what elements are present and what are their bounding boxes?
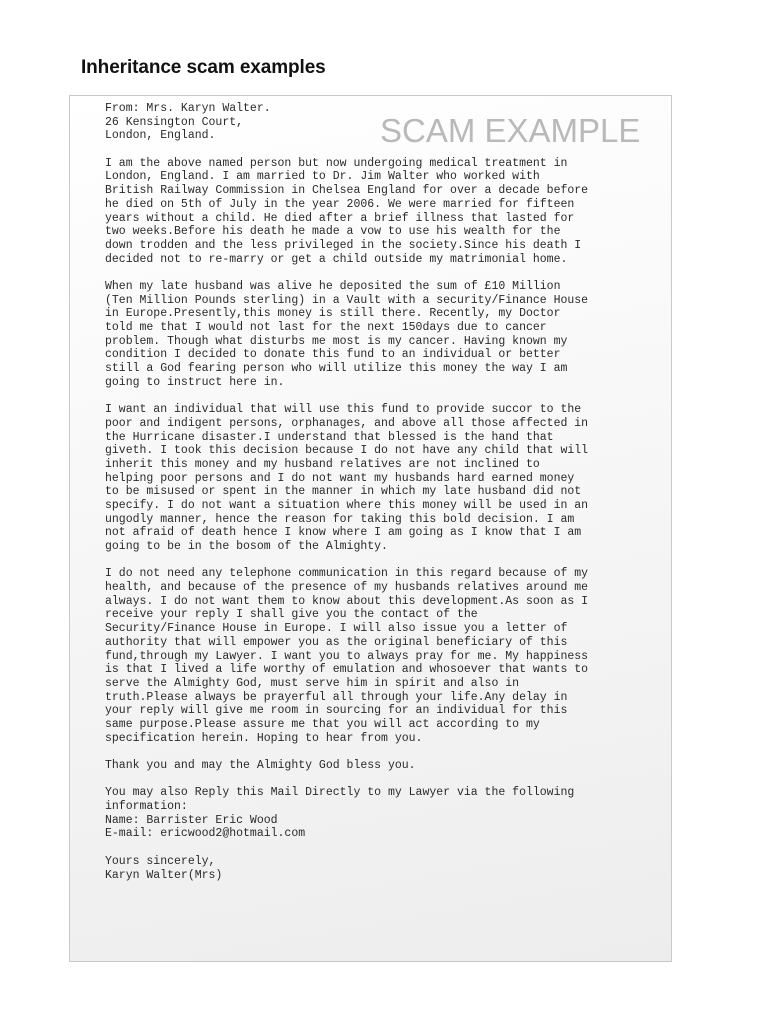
- letter-line: the Hurricane disaster.I understand that blessed is the hand that: [105, 430, 554, 444]
- letter-line: I am the above named person but now undergoing medical treatment in: [105, 156, 568, 170]
- letter-line: going to instruct here in.: [105, 375, 285, 389]
- letter-paragraph-6: [105, 786, 665, 841]
- letter-paragraph-5: [105, 759, 665, 773]
- letter-line: truth.Please always be prayerful all through your life.Any delay in: [105, 690, 568, 704]
- letter-line: authority that will empower you as the original beneficiary of this: [105, 635, 568, 649]
- letter-body: [105, 102, 665, 896]
- letter-line: 26 Kensington Court,: [105, 115, 244, 129]
- letter-line: From: Mrs. Karyn Walter.: [105, 102, 271, 115]
- letter-line: Yours sincerely,: [105, 854, 216, 868]
- letter-line: he died on 5th of July in the year 2006. We were married for fifteen: [105, 197, 575, 211]
- letter-line: ungodly manner, hence the reason for taking this bold decision. I am: [105, 512, 575, 526]
- letter-line: still a God fearing person who will utilize this money the way I am: [105, 362, 568, 376]
- letter-panel: [69, 95, 672, 962]
- letter-line: fund,through my Lawyer. I want you to always pray for me. My happiness: [105, 649, 589, 663]
- letter-line: When my late husband was alive he deposited the sum of £10 Million: [105, 279, 561, 293]
- letter-line: told me that I would not last for the next 150days due to cancer: [105, 321, 547, 334]
- letter-line: London, England.: [105, 129, 216, 143]
- letter-line: I want an individual that will use this fund to provide succor to the: [105, 403, 582, 417]
- letter-line: to be misused or spent in the manner in which my late husband did not: [105, 485, 582, 499]
- letter-line: I do not need any telephone communication in this regard because of my: [105, 567, 589, 581]
- letter-paragraph-2: [105, 280, 665, 390]
- letter-line: not afraid of death hence I know where I am going as I know that I am: [105, 526, 582, 540]
- letter-line: giveth. I took this decision because I do not have any child that will: [105, 444, 589, 458]
- page-title: Inheritance scam examples: [81, 57, 326, 78]
- lawyer-email: E-mail: ericwood2@hotmail.com: [105, 827, 306, 841]
- letter-line: down trodden and the less privileged in the society.Since his death I: [105, 238, 582, 252]
- letter-line: helping poor persons and I do not want my husbands hard earned money: [105, 471, 575, 485]
- letter-line: always. I do not want them to know about this development.As soon as I: [105, 594, 589, 608]
- letter-line: two weeks.Before his death he made a vow to use his wealth for the: [105, 225, 561, 239]
- letter-line: decided not to re-marry or get a child outside my matrimonial home.: [105, 252, 568, 266]
- letter-line: inherit this money and my husband relatives are not inclined to: [105, 457, 540, 471]
- letter-line: in Europe.Presently,this money is still there. Recently, my Doctor: [105, 307, 561, 321]
- letter-line: years without a child. He died after a brief illness that lasted for: [105, 211, 575, 225]
- letter-line: serve the Almighty God, must serve him in spirit and also in: [105, 676, 520, 690]
- letter-line: You may also Reply this Mail Directly to my Lawyer via the following: [105, 786, 575, 800]
- letter-line: Thank you and may the Almighty God bless you.: [105, 759, 416, 772]
- letter-paragraph-3: [105, 403, 665, 554]
- letter-line: poor and indigent persons, orphanages, and above all those affected in: [105, 416, 589, 430]
- letter-line: London, England. I am married to Dr. Jim Walter who worked with: [105, 170, 540, 184]
- letter-line: British Railway Commission in Chelsea England for over a decade before: [105, 184, 589, 198]
- letter-line: receive your reply I shall give you the contact of the: [105, 608, 478, 622]
- letter-line: is that I lived a life worthy of emulation and whosoever that wants to: [105, 663, 589, 677]
- letter-line: (Ten Million Pounds sterling) in a Vault with a security/Finance House: [105, 293, 589, 307]
- letter-paragraph-4: [105, 567, 665, 745]
- letter-signature: Karyn Walter(Mrs): [105, 868, 223, 882]
- letter-header: [105, 102, 665, 143]
- letter-line: same purpose.Please assure me that you will act according to my: [105, 717, 540, 731]
- letter-line: information:: [105, 800, 188, 814]
- letter-closing: [105, 855, 665, 882]
- letter-paragraph-1: [105, 157, 665, 267]
- letter-line: Security/Finance House in Europe. I will also issue you a letter of: [105, 622, 568, 636]
- letter-line: specification herein. Hoping to hear from you.: [105, 731, 423, 745]
- letter-line: going to be in the bosom of the Almighty.: [105, 540, 388, 553]
- letter-line: health, and because of the presence of my husbands relatives around me: [105, 581, 589, 595]
- letter-line: your reply will give me room in sourcing for an individual for this: [105, 704, 568, 718]
- scam-example-watermark: SCAM EXAMPLE: [380, 112, 641, 149]
- letter-line: specify. I do not want a situation where this money will be used in an: [105, 498, 589, 512]
- letter-line: problem. Though what disturbs me most is my cancer. Having known my: [105, 334, 568, 348]
- lawyer-name: Name: Barrister Eric Wood: [105, 813, 278, 827]
- letter-line: condition I decided to donate this fund to an individual or better: [105, 348, 561, 362]
